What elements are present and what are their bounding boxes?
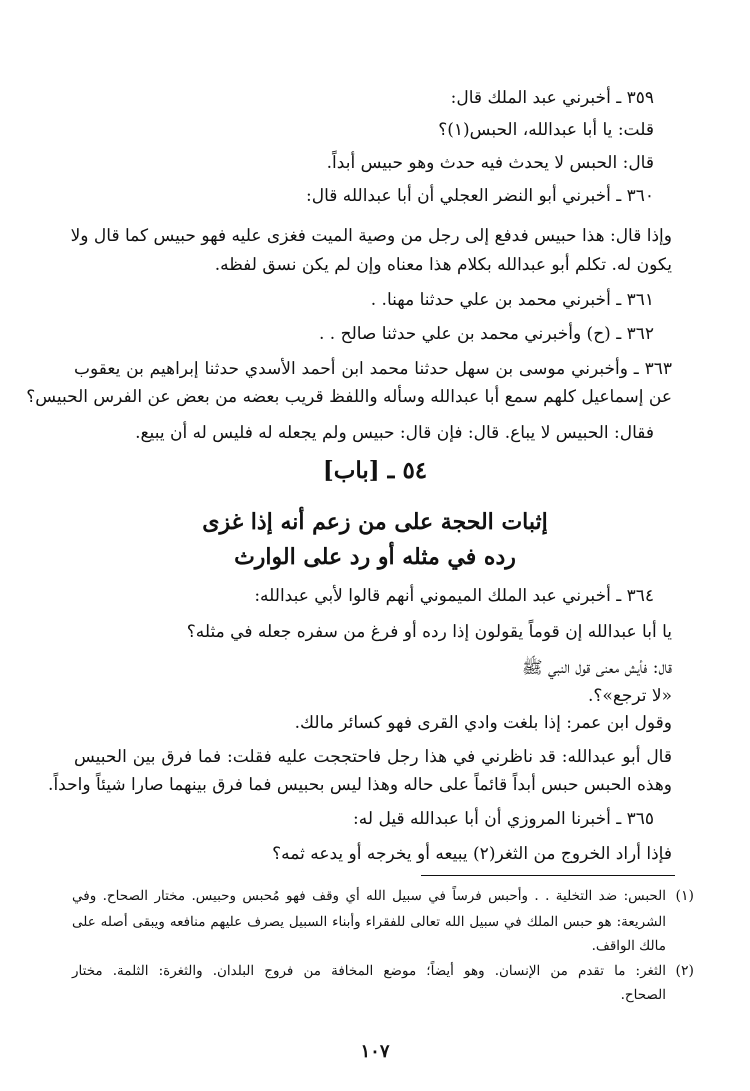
text-line: ٣٦٠ ـ أخبرني أبو النضر العجلي أن أبا عبدالله قال: xyxy=(306,186,654,206)
footnote-line: الثغر: ما تقدم من الإنسان. وهو أيضاً؛ موضع المخافة من فروج البلدان. والثغرة: الثلمة. مختار xyxy=(72,963,666,979)
text-line: فإذا أراد الخروج من الثغر(٢) يبيعه أو يخرجه أو يدعه ثمه؟ xyxy=(272,844,672,864)
chapter-title: ٥٤ ـ [باب] xyxy=(322,457,428,484)
text-line: ٣٦٥ ـ أخبرنا المروزي أن أبا عبدالله قيل له: xyxy=(353,809,654,829)
text-line: قال: الحبس لا يحدث فيه حدث وهو حبيس أبداً. xyxy=(326,153,654,173)
text-line: ٣٦١ ـ أخبرني محمد بن علي حدثنا مهنا. . xyxy=(370,290,654,310)
text-line: فقال: الحبيس لا يباع. قال: فإن قال: حبيس ولم يجعله له فليس له أن يبيع. xyxy=(135,423,654,443)
text-line: يكون له. تكلم أبو عبدالله بكلام هذا معناه وإن لم يكن نسق لفظه. xyxy=(214,255,672,275)
footnote-number: (١) xyxy=(675,888,694,904)
text-line: وقول ابن عمر: إذا بلغت وادي القرى فهو كسائر مالك. xyxy=(294,713,672,733)
text-line: ٣٦٣ ـ وأخبرني موسى بن سهل حدثنا محمد ابن أحمد الأسدي حدثنا إبراهيم بن يعقوب xyxy=(74,359,672,379)
chapter-heading-line-2: رده في مثله أو رد على الوارث xyxy=(234,544,516,570)
text-line: عن إسماعيل كلهم سمع أبا عبدالله وسأله واللفظ قريب بعضه من بعض عن الفرس الحبيس؟ xyxy=(26,387,672,407)
footnote-line: الشريعة: هو حبس الملك في سبيل الله تعالى للفقراء وأبناء السبيل يصرف عليهم منافعه ويبقى أصله على xyxy=(72,914,666,930)
chapter-heading-line-1: إثبات الحجة على من زعم أنه إذا غزى xyxy=(202,509,548,535)
text-line: ٣٦٤ ـ أخبرني عبد الملك الميموني أنهم قالوا لأبي عبدالله: xyxy=(254,586,654,606)
text-line: قلت: يا أبا عبدالله، الحبس(١)؟ xyxy=(438,120,654,140)
text-line: قال أبو عبدالله: قد ناظرني في هذا رجل فاحتججت عليه فقلت: فما فرق بين الحبيس xyxy=(74,747,672,767)
text-line: ٣٦٢ ـ (ح) وأخبرني محمد بن علي حدثنا صالح . . xyxy=(318,324,654,344)
text-line: «لا ترجع»؟. xyxy=(588,686,672,706)
text-line: يا أبا عبدالله إن قوماً يقولون إذا رده أو فرغ من سفره جعله في مثله؟ xyxy=(186,622,672,642)
footnote-line: مالك الواقف. xyxy=(591,938,666,954)
footnote-line: الصحاح. xyxy=(620,987,666,1003)
footnote-line: الحبس: ضد التخلية . . وأحبس فرساً في سبيل الله أي وقف فهو مُحبس وحبيس. مختار الصحاح. وفي xyxy=(72,888,666,904)
text-line: وهذه الحبس حبس أبداً قائماً على حاله وهذا ليس بحبيس فما فرق بينهما صارا شيئاً واحداً. xyxy=(48,775,672,795)
text-line: قال: فأيش معنى قول النبي ﷺ xyxy=(522,658,672,678)
text-line: ٣٥٩ ـ أخبرني عبد الملك قال: xyxy=(450,88,654,108)
text-line: وإذا قال: هذا حبيس فدفع إلى رجل من وصية الميت فغزى عليه فهو حبيس كما قال ولا xyxy=(70,226,672,246)
footnote-number: (٢) xyxy=(675,963,694,979)
page-number: ١٠٧ xyxy=(360,1041,390,1062)
footnote-separator xyxy=(421,875,675,876)
